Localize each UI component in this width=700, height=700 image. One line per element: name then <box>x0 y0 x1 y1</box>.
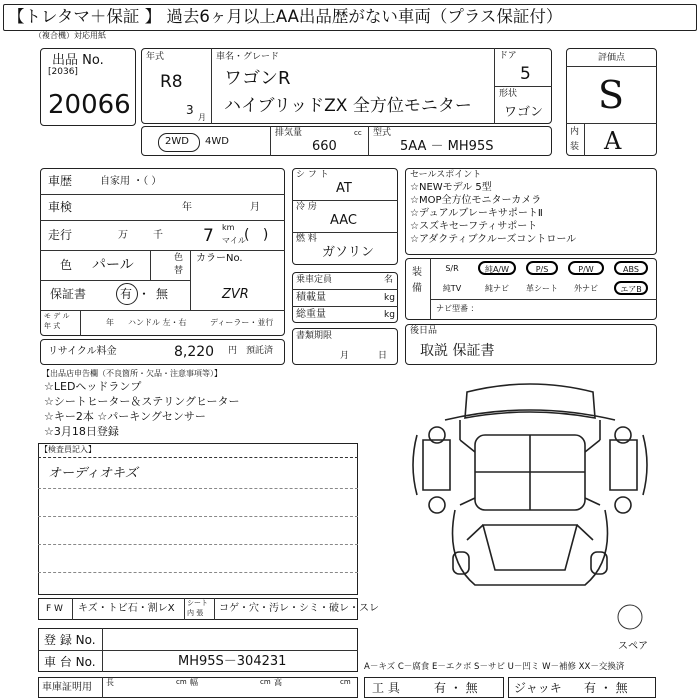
load-unit: kg <box>384 293 395 303</box>
model-year-year: 年 <box>106 318 114 327</box>
displacement-unit: cc <box>354 129 362 137</box>
weight-label: 総重量 <box>296 309 326 320</box>
mileage-unit-mile: マイル <box>222 236 246 245</box>
inspector-value: オーディオキズ <box>48 466 138 481</box>
seller-note-4: ☆3月18日登録 <box>44 425 119 438</box>
doors-label: ドア <box>499 51 517 61</box>
weight-unit: kg <box>384 310 395 320</box>
recycle-label: リサイクル料金 <box>48 346 117 357</box>
interior-label-2: 装 <box>570 142 580 152</box>
tools-label: 工 具 <box>372 681 400 695</box>
year-month: 3 <box>186 103 194 117</box>
color-code-label: カラーNo. <box>196 253 243 264</box>
mileage-value: 7 <box>203 226 214 246</box>
mileage-man: 万 <box>118 230 128 241</box>
inspector-label: 【検査員記入】 <box>40 445 96 454</box>
sale-point-3: ☆デュアルブレーキサポートⅡ <box>410 208 543 219</box>
mileage-unit-km: km <box>222 223 235 232</box>
body-type-value: ワゴン <box>504 105 544 120</box>
body-type-label: 形状 <box>499 89 518 99</box>
mileage-label: 走行 <box>48 228 73 242</box>
docs-label: 書類期限 <box>296 331 333 341</box>
banner-title: 【トレタマ＋保証 】 過去6ヶ月以上AA出品歴がない車両（プラス保証付） <box>8 7 563 26</box>
damage-legend: A－キズ C－腐食 E－エクボ S－サビ U－凹ミ W－補修 XX－交換済 <box>364 662 625 672</box>
inspection-year: 年 <box>182 202 192 213</box>
fw-seat-text: コゲ・穴・汚レ・シミ・破レ・スレ <box>219 603 379 614</box>
aircon-label: 冷 房 <box>296 202 317 212</box>
color-change-top: 色 <box>174 253 184 263</box>
history-label: 車歴 <box>48 174 73 188</box>
shift-label: シ フ ト <box>296 170 329 180</box>
after-sale-value: 取説 保証書 <box>420 343 495 359</box>
year-era: R8 <box>160 72 183 92</box>
spare-label: スペア <box>618 641 648 652</box>
fw-seat-top: シート <box>187 599 208 607</box>
docs-day: 日 <box>378 351 388 361</box>
equip-ext-navi: 外ナビ <box>574 284 598 293</box>
seller-note-3: ☆キー2本 ☆パーキングセンサー <box>44 410 206 423</box>
model-year-dealer: ディーラー・並行 <box>210 318 274 327</box>
chassis-label: 車 台 No. <box>44 655 96 669</box>
shift-value: AT <box>336 181 352 196</box>
chassis-value: MH95S－304231 <box>178 654 287 669</box>
sale-point-1: ☆NEWモデル 5型 <box>410 182 492 193</box>
color-code-value: ZVR <box>222 287 249 302</box>
recycle-note: 預託済 <box>246 346 274 356</box>
fuel-value: ガソリン <box>322 245 375 260</box>
model-label: 車名・グレード <box>216 52 280 62</box>
equip-navi-model: ナビ型番 ： <box>436 304 479 313</box>
seller-notes-label: 【出品店申告欄（不良箇所・欠品・注意事項等）】 <box>42 369 222 378</box>
year-label: 年式 <box>146 52 165 62</box>
warranty-no: 無 <box>156 287 169 301</box>
lot-label: 出品 No. <box>52 53 104 68</box>
car-diagram <box>405 380 655 595</box>
warranty-sep: ・ <box>138 287 151 301</box>
cert-wide-unit: cm <box>260 678 271 686</box>
equip-alloy-wheels: 純A/W <box>478 261 516 275</box>
model-name: ワゴンR <box>224 68 291 89</box>
displacement-value: 660 <box>312 139 337 154</box>
equip-navi: 純ナビ <box>485 284 509 293</box>
equip-abs: ABS <box>614 261 648 275</box>
equip-leather: 革シート <box>526 284 558 293</box>
seller-note-1: ☆LEDヘッドランプ <box>44 380 142 393</box>
spare-icon <box>616 603 644 631</box>
color-label: 色 <box>60 258 73 272</box>
jack-value: 有 ・ 無 <box>584 681 628 695</box>
cert-label: 車庫証明用 <box>42 682 92 693</box>
capacity-label: 乗車定員 <box>296 275 333 285</box>
banner-subtitle: （複合機）対応用紙 <box>34 31 106 40</box>
fuel-label: 燃 料 <box>296 234 317 244</box>
model-grade: ハイブリッドZX 全方位モニター <box>224 96 472 116</box>
equip-airbag: エアB <box>614 281 648 295</box>
inspection-label: 車検 <box>48 200 73 214</box>
aircon-value: AAC <box>330 213 357 228</box>
after-sale-label: 後日品 <box>410 326 438 336</box>
fw-seat-bot: 内 張 <box>187 609 204 617</box>
equipment-label-top: 装 <box>412 267 422 278</box>
equip-power-steering: P/S <box>526 261 558 275</box>
sale-point-4: ☆スズキセーフティサポート <box>410 221 538 232</box>
tools-value: 有 ・ 無 <box>434 681 478 695</box>
cert-high: 高 <box>274 678 282 687</box>
drive-4wd: 4WD <box>205 136 229 147</box>
capacity-unit: 名 <box>384 275 394 285</box>
displacement-label: 排気量 <box>275 128 303 138</box>
doors-value: 5 <box>520 64 531 84</box>
inspection-month: 月 <box>250 202 260 213</box>
interior-label-1: 内 <box>570 127 580 137</box>
warranty-label: 保証書 <box>50 287 87 301</box>
cert-wide: 幅 <box>190 678 198 687</box>
fw-label: F W <box>46 604 63 614</box>
recycle-value: 8,220 <box>174 344 215 360</box>
seller-note-2: ☆シートヒーター＆ステリングヒーター <box>44 395 240 408</box>
type-value: 5AA － MH95S <box>400 139 494 154</box>
drive-2wd: 2WD <box>165 136 189 147</box>
mileage-paren: ( ) <box>244 227 269 243</box>
model-year-label-2: 年 式 <box>44 322 61 330</box>
color-change-bot: 替 <box>174 266 184 276</box>
load-label: 積載量 <box>296 292 326 303</box>
score-value: S <box>598 73 625 117</box>
mileage-sen: 千 <box>153 230 163 241</box>
score-label: 評価点 <box>598 53 626 63</box>
lot-number: 20066 <box>48 90 131 120</box>
cert-high-unit: cm <box>340 678 351 686</box>
year-month-unit: 月 <box>198 113 206 122</box>
recycle-unit: 円 <box>228 346 238 356</box>
warranty-yes: 有 <box>120 287 133 301</box>
interior-value: A <box>604 127 622 155</box>
color-value: パール <box>92 257 134 273</box>
fw-text: キズ・トビ石・割レX <box>78 603 175 614</box>
sale-point-5: ☆アダクティブクルーズコントロール <box>410 234 577 245</box>
equip-sr: S/R <box>445 264 459 273</box>
model-year-handle: ハンドル 左・右 <box>128 318 187 327</box>
model-year-label-1: モ デ ル <box>44 312 70 320</box>
docs-month: 月 <box>340 351 350 361</box>
sale-point-2: ☆MOP全方位モニターカメラ <box>410 195 542 206</box>
cert-long: 長 <box>106 678 114 687</box>
equip-tv: 純TV <box>442 284 462 293</box>
type-label: 型式 <box>373 128 392 138</box>
lot-stamp: [2036] <box>48 67 78 77</box>
cert-long-unit: cm <box>176 678 187 686</box>
registration-label: 登 録 No. <box>44 633 96 647</box>
history-value: 自家用 ・（ ） <box>100 176 162 187</box>
sale-points-label: セールスポイント <box>410 170 482 180</box>
equipment-label-bot: 備 <box>412 283 422 294</box>
equip-power-windows: P/W <box>568 261 604 275</box>
jack-label: ジャッキ <box>514 681 562 695</box>
